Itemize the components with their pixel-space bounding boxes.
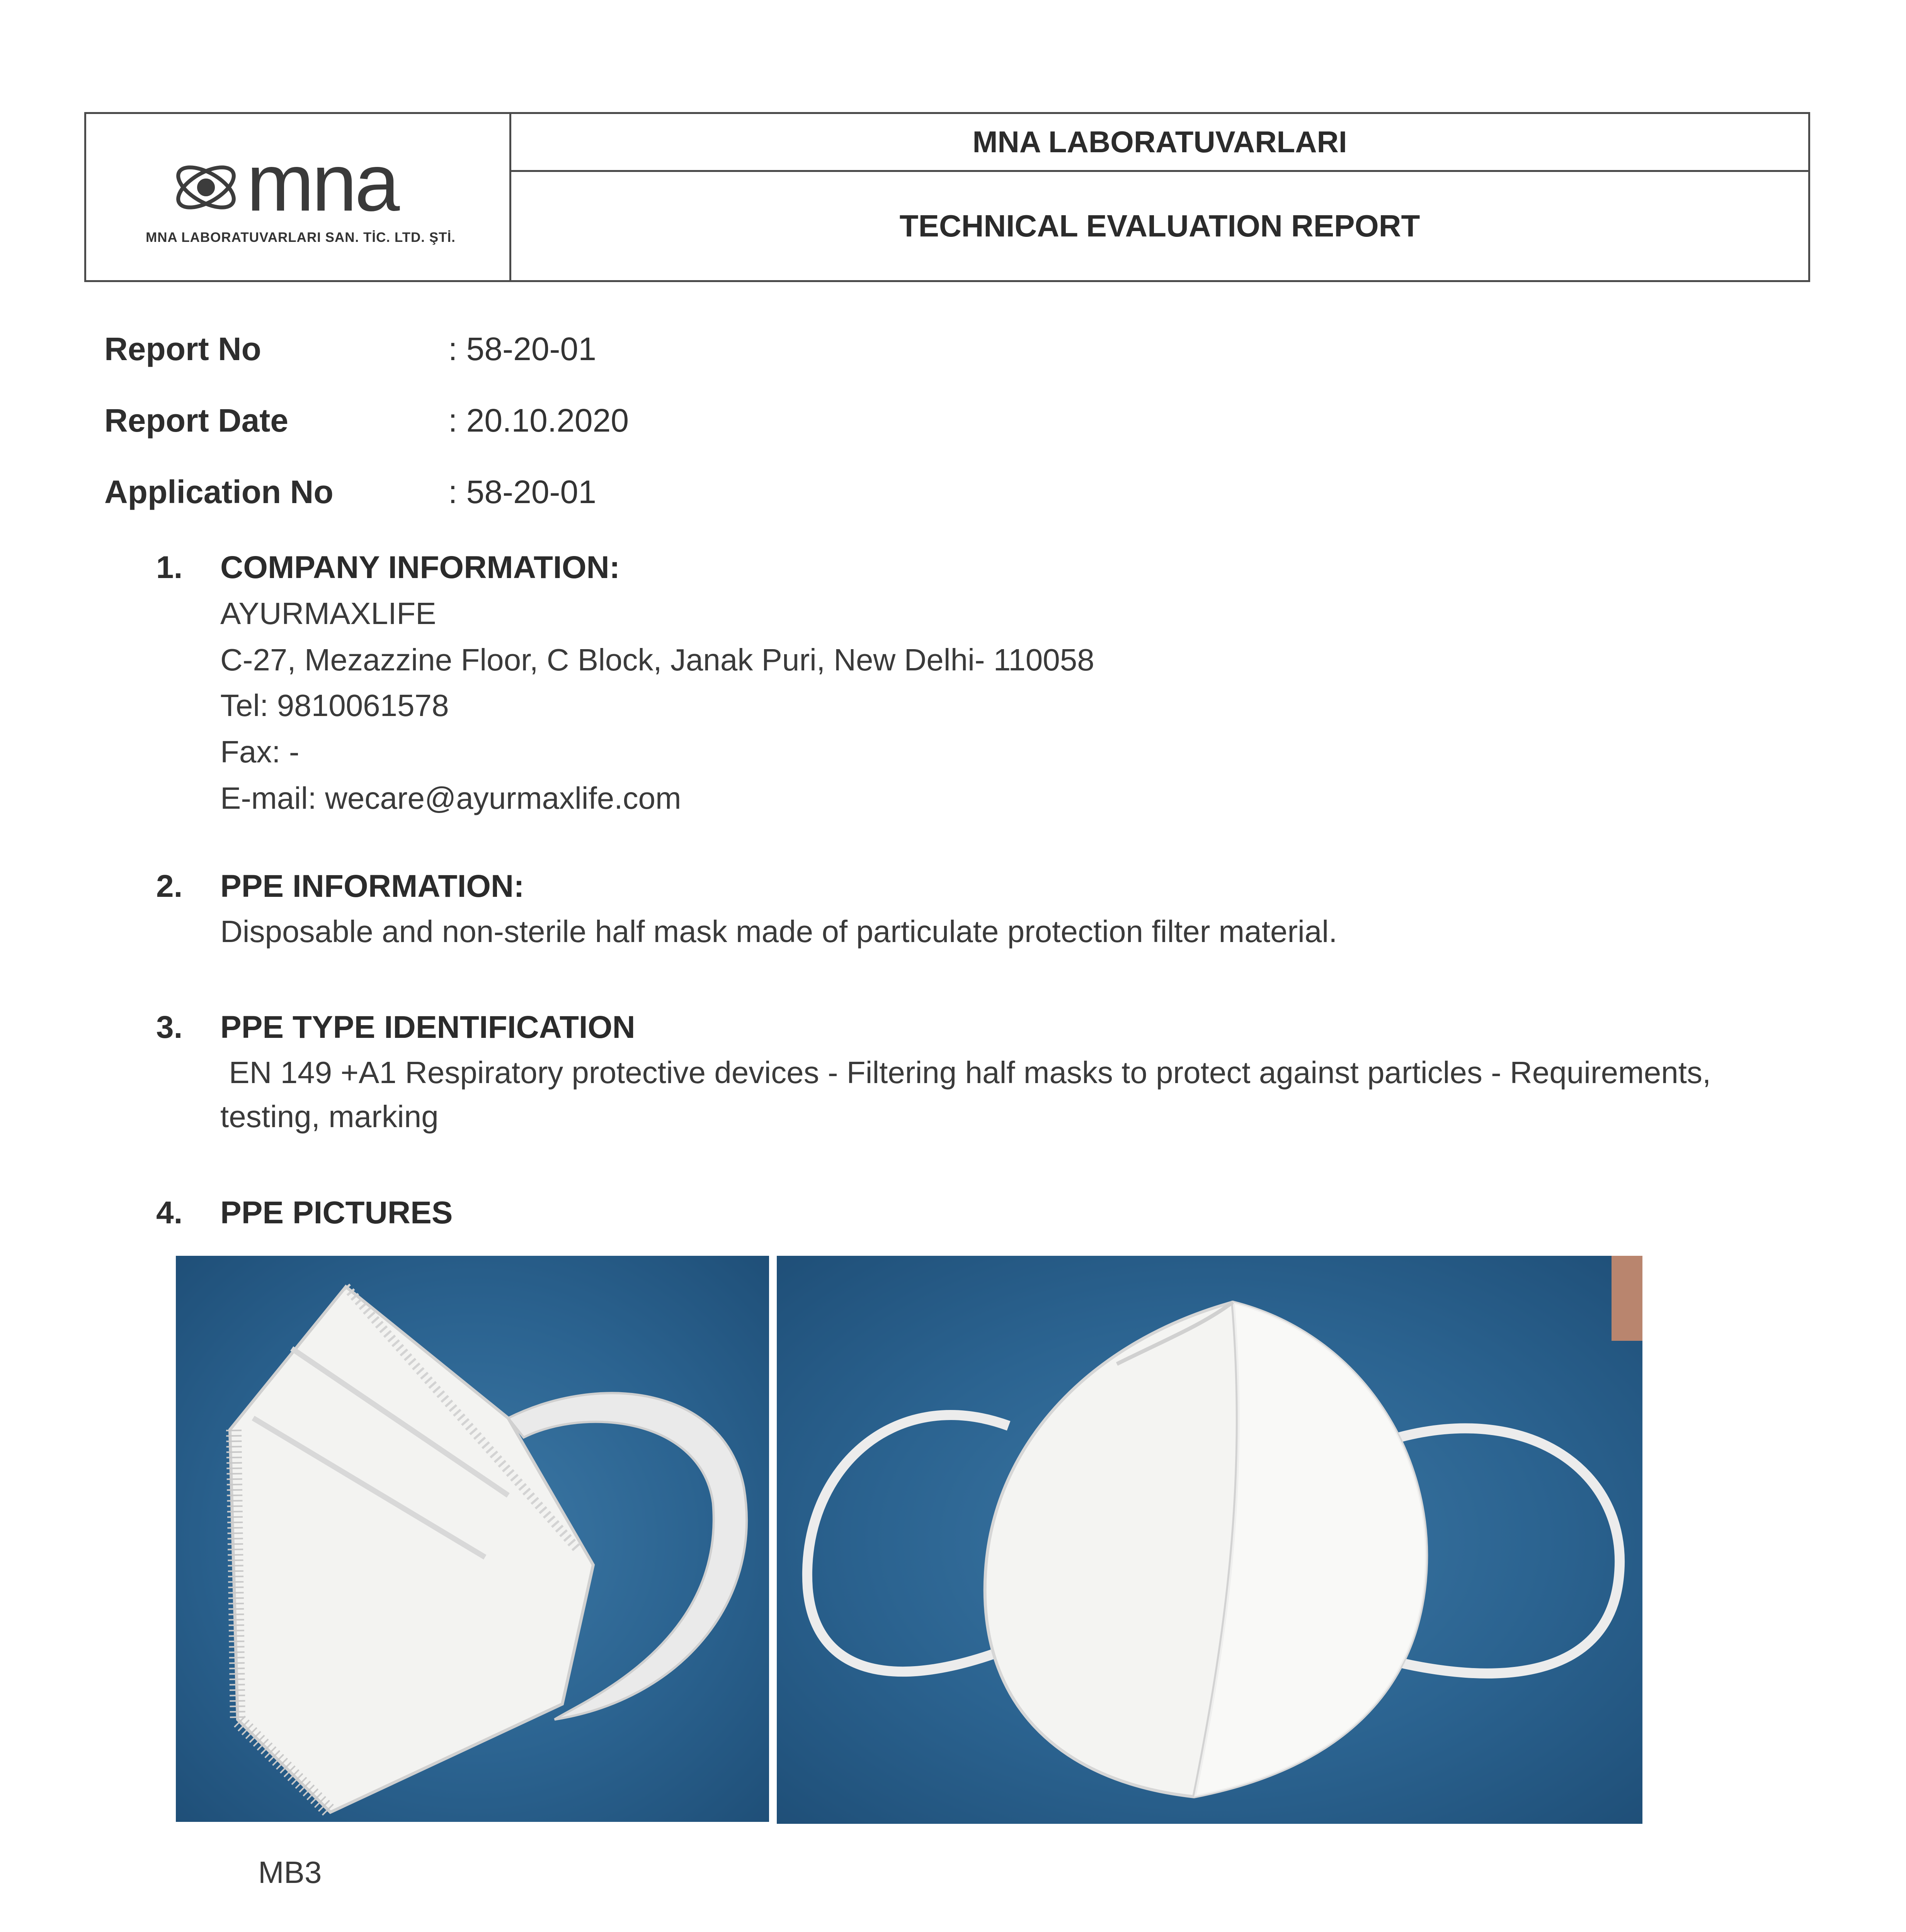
meta-application-no: [104, 473, 761, 516]
logo-wordmark: mna: [247, 145, 398, 228]
company-email: E-mail: wecare@ayurmaxlife.com: [220, 781, 681, 815]
logo-cell: [86, 114, 511, 280]
company-fax: Fax: -: [220, 735, 300, 769]
company-name: AYURMAXLIFE: [220, 596, 436, 631]
meta-label: Report Date: [104, 402, 289, 439]
meta-label: Report No: [104, 331, 261, 367]
company-tel: Tel: 9810061578: [220, 688, 449, 723]
section-number: 1.: [156, 550, 183, 585]
section-title: PPE INFORMATION:: [220, 869, 524, 904]
section-title: PPE TYPE IDENTIFICATION: [220, 1010, 635, 1045]
meta-report-date: [104, 402, 761, 444]
mna-logo: [163, 145, 519, 230]
meta-label: Application No: [104, 474, 334, 510]
ppe-standard-line-2: testing, marking: [220, 1099, 439, 1134]
picture-caption: MB3: [258, 1855, 322, 1889]
section-title: COMPANY INFORMATION:: [220, 550, 620, 585]
mask-photo-front: [777, 1256, 1642, 1824]
section-number: 3.: [156, 1010, 183, 1045]
mask-front-image: [777, 1256, 1642, 1824]
meta-value: : 58-20-01: [448, 474, 596, 510]
meta-value: : 58-20-01: [448, 331, 596, 367]
ppe-standard-line-1: EN 149 +A1 Respiratory protective devices - Filtering half masks to protect against particles - Requirements,: [220, 1055, 1711, 1090]
company-legal-name: MNA LABORATUVARLARI SAN. TİC. LTD. ŞTİ.: [146, 230, 456, 245]
company-address: C-27, Mezazzine Floor, C Block, Janak Puri, New Delhi- 110058: [220, 643, 1094, 677]
meta-value: : 20.10.2020: [448, 402, 629, 439]
ppe-description: Disposable and non-sterile half mask made of particulate protection filter material.: [220, 914, 1338, 949]
report-header: [84, 112, 1810, 282]
header-subtitle: TECHNICAL EVALUATION REPORT: [899, 209, 1420, 243]
mask-side-image: [176, 1256, 769, 1822]
mask-photo-side: [176, 1256, 769, 1822]
section-title: PPE PICTURES: [220, 1195, 453, 1230]
section-number: 2.: [156, 869, 183, 904]
section-number: 4.: [156, 1195, 183, 1230]
meta-report-no: [104, 330, 761, 373]
header-title: MNA LABORATUVARLARI: [511, 114, 1808, 172]
